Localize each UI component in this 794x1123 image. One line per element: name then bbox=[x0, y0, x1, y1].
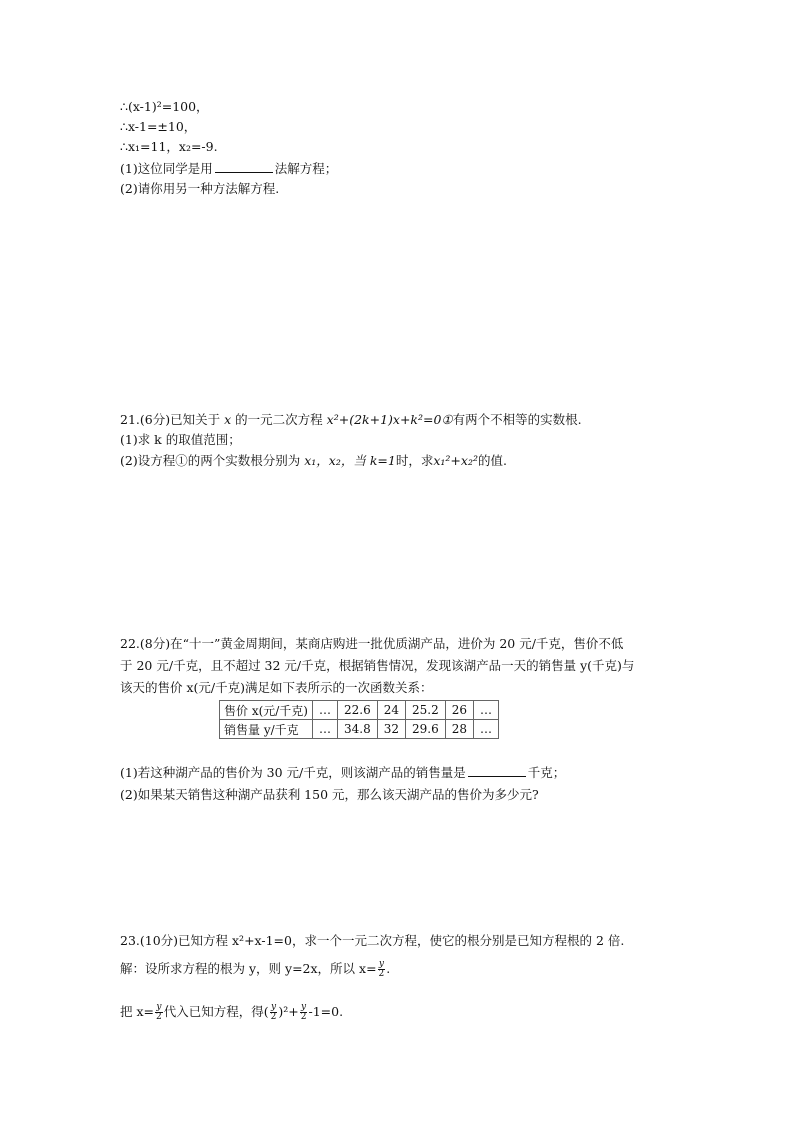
table-header-sales: 销售量 y/千克 bbox=[220, 720, 313, 739]
fraction-numerator: y bbox=[156, 1002, 162, 1012]
fraction-y-over-2 bbox=[270, 1003, 278, 1022]
problem-21-equation: x²+(2k+1)x+k²=0① bbox=[326, 412, 453, 427]
table-header-price: 售价 x(元/千克) bbox=[220, 701, 313, 720]
problem-21-question-2 bbox=[120, 452, 507, 470]
fraction-y-over-2 bbox=[300, 1003, 308, 1022]
problem-22-line-3: 该天的售价 x(元/千克)满足如下表所示的一次函数关系： bbox=[120, 680, 433, 695]
problem-22-line-2: 于 20 元/千克，且不超过 32 元/千克，根据销售情况，发现该湖产品一天的销售量 y(千克)与 bbox=[120, 658, 635, 673]
prev-q1-prefix: (1)这位同学是用 bbox=[120, 161, 213, 176]
prev-question-2: (2)请你用另一种方法解方程. bbox=[120, 181, 280, 196]
p23-sol1-text: 解：设所求方程的根为 y，则 y=2x，所以 x= bbox=[120, 961, 377, 976]
price-sales-table bbox=[219, 700, 499, 739]
prev-question-1 bbox=[120, 160, 337, 178]
problem-21-score: (6分) bbox=[139, 412, 171, 427]
solution-step-2: ∴x-1=±10， bbox=[120, 119, 197, 134]
fraction-numerator: y bbox=[270, 1002, 277, 1012]
prev-q1-suffix: 法解方程； bbox=[274, 161, 338, 176]
table-cell: 24 bbox=[377, 701, 405, 720]
p21-q2-expression: x₁²+x₂² bbox=[433, 453, 478, 468]
p23-sol2-text-b: 代入已知方程，得( bbox=[163, 1004, 269, 1019]
p23-sol2-text-a: 把 x= bbox=[120, 1004, 154, 1019]
table-row bbox=[220, 720, 499, 739]
table-cell: … bbox=[474, 701, 499, 720]
p22-q1-suffix: 千克； bbox=[527, 765, 566, 780]
fraction-numerator: y bbox=[378, 959, 384, 969]
table-cell: 34.8 bbox=[338, 720, 378, 739]
p22-q1-prefix: (1)若这种湖产品的售价为 30 元/千克，则该湖产品的销售量是 bbox=[120, 765, 466, 780]
p21-q2-part-b: x₁，x₂，当 bbox=[304, 453, 366, 468]
problem-21-tail: 有两个不相等的实数根. bbox=[452, 412, 582, 427]
problem-21-question-1: (1)求 k 的取值范围； bbox=[120, 432, 241, 447]
p23-sol1-end: . bbox=[386, 961, 391, 976]
table-cell: 22.6 bbox=[338, 701, 378, 720]
p23-sol2-text-c: )²+ bbox=[278, 1004, 299, 1019]
table-cell: 26 bbox=[445, 701, 473, 720]
p21-q2-part-a: (2)设方程①的两个实数根分别为 bbox=[120, 453, 301, 468]
table-cell: … bbox=[313, 720, 338, 739]
solution-step-1: ∴(x-1)²=100， bbox=[120, 99, 209, 114]
table-cell: … bbox=[474, 720, 499, 739]
fraction-denominator: 2 bbox=[300, 1012, 307, 1022]
problem-22-line-1: 22.(8分)在“十一”黄金周期间，某商店购进一批优质湖产品，进价为 20 元/千克，售价不低 bbox=[120, 636, 624, 651]
fraction-denominator: 2 bbox=[270, 1012, 277, 1022]
problem-21-statement bbox=[120, 411, 582, 429]
p23-sol2-text-d: -1=0. bbox=[308, 1004, 344, 1019]
table-row bbox=[220, 701, 499, 720]
problem-23-solution-1 bbox=[120, 960, 390, 979]
problem-21-number: 21. bbox=[120, 412, 140, 427]
answer-blank[interactable] bbox=[215, 160, 273, 173]
fraction-numerator: y bbox=[301, 1002, 307, 1012]
fraction-y-over-2 bbox=[155, 1003, 163, 1022]
problem-23-solution-2 bbox=[120, 1003, 343, 1022]
table-cell: 25.2 bbox=[406, 701, 446, 720]
table-cell: 32 bbox=[377, 720, 405, 739]
problem-22-question-2: (2)如果某天销售这种湖产品获利 150 元，那么该天湖产品的售价为多少元? bbox=[120, 787, 539, 802]
fraction-denominator: 2 bbox=[378, 969, 385, 979]
solution-step-3: ∴x₁=11，x₂=-9. bbox=[120, 139, 218, 154]
problem-22-question-1 bbox=[120, 764, 565, 782]
table-cell: 29.6 bbox=[406, 720, 446, 739]
fraction-denominator: 2 bbox=[156, 1012, 162, 1022]
answer-blank[interactable] bbox=[468, 764, 526, 777]
p21-q2-part-e: 的值. bbox=[477, 453, 507, 468]
problem-21-intro: 已知关于 bbox=[170, 412, 221, 427]
fraction-y-over-2 bbox=[378, 960, 386, 979]
problem-21-mid: 的一元二次方程 bbox=[235, 412, 323, 427]
problem-23-statement: 23.(10分)已知方程 x²+x-1=0，求一个一元二次方程，使它的根分别是已知方程根的 2 倍. bbox=[120, 933, 625, 948]
p21-q2-part-c: k=1 bbox=[369, 453, 396, 468]
p21-q2-part-d: 时，求 bbox=[395, 453, 434, 468]
table-cell: … bbox=[313, 701, 338, 720]
table-cell: 28 bbox=[445, 720, 473, 739]
problem-21-var: x bbox=[224, 412, 232, 427]
